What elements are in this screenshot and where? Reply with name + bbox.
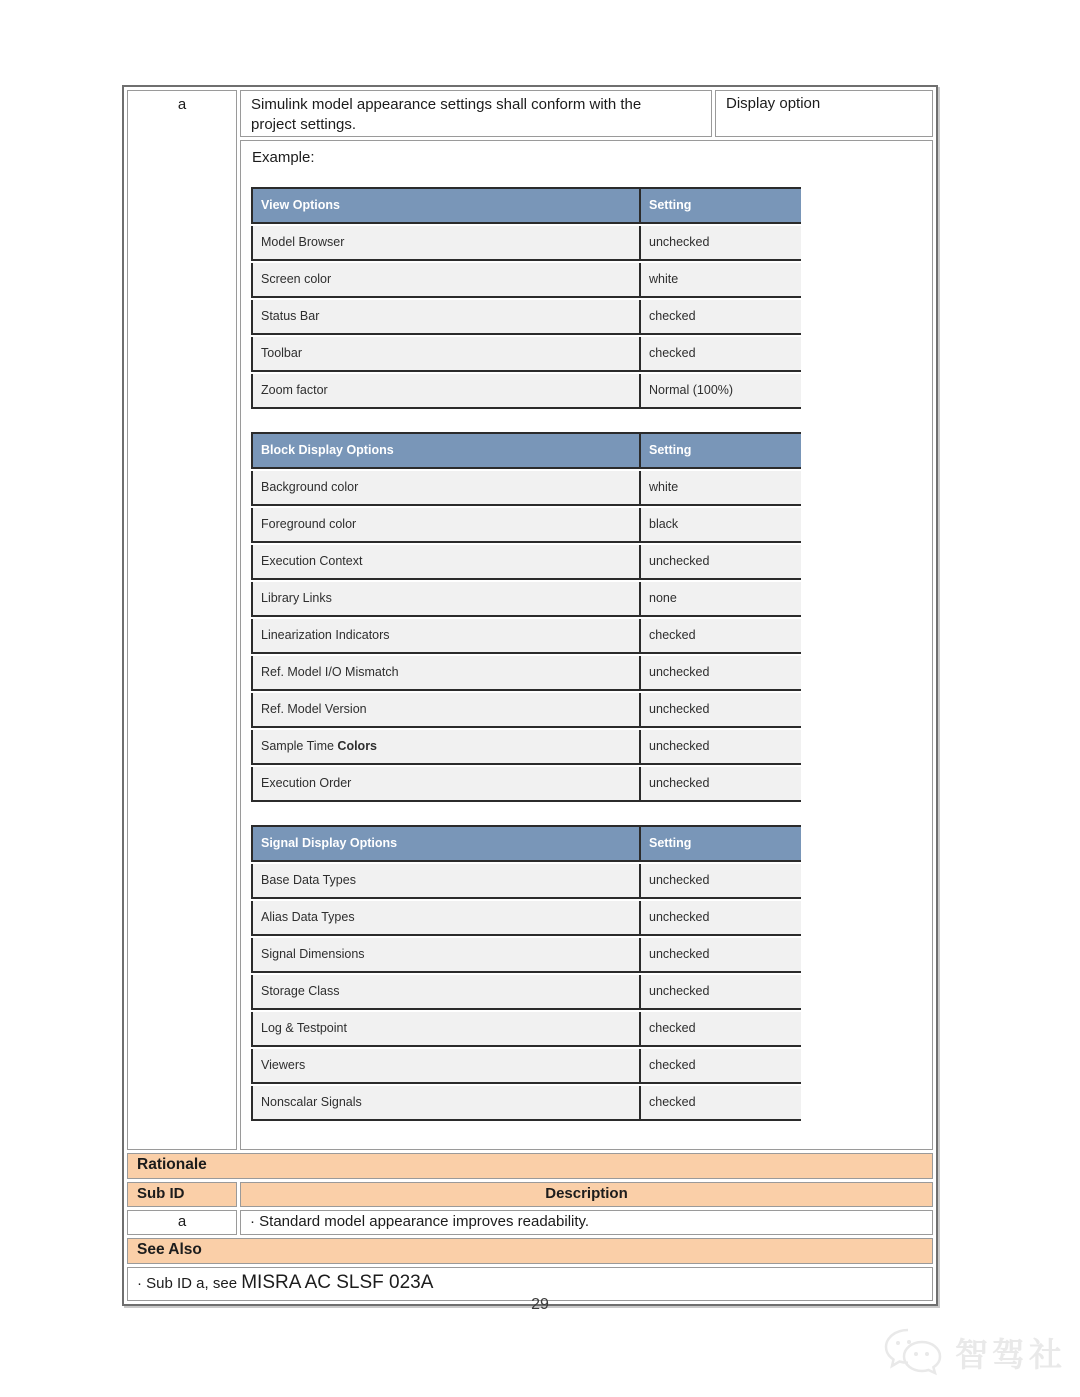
- setting-value-cell: checked: [639, 1012, 801, 1047]
- table-row: [251, 263, 801, 298]
- rationale-row: [127, 1210, 933, 1235]
- setting-value-cell: unchecked: [639, 864, 801, 899]
- watermark: [881, 1326, 1066, 1378]
- wechat-logo-icon: [881, 1326, 945, 1378]
- table-row: [251, 582, 801, 617]
- description-column-header: Description: [240, 1182, 933, 1207]
- sub-id-cell: a: [127, 90, 237, 1150]
- option-name-cell: Viewers: [251, 1049, 639, 1084]
- see-also-header: See Also: [127, 1238, 933, 1264]
- rationale-column-headers: [127, 1182, 933, 1207]
- table-row: [251, 300, 801, 335]
- option-name-cell: Toolbar: [251, 337, 639, 372]
- table-row: [251, 901, 801, 936]
- option-name-cell: Nonscalar Signals: [251, 1086, 639, 1121]
- sub-id-column-header: Sub ID: [127, 1182, 237, 1207]
- table-row: [251, 730, 801, 765]
- requirement-cell: [240, 90, 712, 137]
- table-row: [251, 1012, 801, 1047]
- table-row: [251, 938, 801, 973]
- rule-top-section: [127, 90, 933, 1150]
- modeling-category: Display option: [715, 90, 933, 137]
- table-row: [251, 619, 801, 654]
- option-name-cell: Ref. Model Version: [251, 693, 639, 728]
- table-row: [251, 545, 801, 580]
- block-display-options-table: [251, 430, 801, 804]
- table-header-cell: Block Display Options: [251, 432, 639, 469]
- setting-value-cell: unchecked: [639, 693, 801, 728]
- table-row: [251, 508, 801, 543]
- table-header-cell: Signal Display Options: [251, 825, 639, 862]
- see-also-reference: MISRA AC SLSF 023A: [241, 1272, 434, 1293]
- option-name-cell: Status Bar: [251, 300, 639, 335]
- option-name-cell: Alias Data Types: [251, 901, 639, 936]
- requirement-text: Simulink model appearance settings shall conform with the project settings.: [251, 96, 642, 133]
- setting-value-cell: checked: [639, 619, 801, 654]
- option-name-cell: Storage Class: [251, 975, 639, 1010]
- option-name-cell: Foreground color: [251, 508, 639, 543]
- example-cell: [240, 140, 933, 1150]
- setting-value-cell: unchecked: [639, 767, 801, 802]
- option-name-cell: Base Data Types: [251, 864, 639, 899]
- table-row: [251, 374, 801, 409]
- option-name-cell: Execution Context: [251, 545, 639, 580]
- rationale-header: Rationale: [127, 1153, 933, 1179]
- option-name-cell: Sample Time Colors: [251, 730, 639, 765]
- table-row: [251, 1049, 801, 1084]
- table-row: [251, 337, 801, 372]
- setting-value-cell: unchecked: [639, 656, 801, 691]
- table-row: [251, 471, 801, 506]
- setting-value-cell: checked: [639, 1086, 801, 1121]
- setting-value-cell: checked: [639, 300, 801, 335]
- setting-value-cell: checked: [639, 1049, 801, 1084]
- table-header-cell: Setting: [639, 825, 801, 862]
- table-header-cell: Setting: [639, 432, 801, 469]
- setting-value-cell: unchecked: [639, 938, 801, 973]
- rationale-sub-id: a: [127, 1210, 237, 1235]
- setting-value-cell: checked: [639, 337, 801, 372]
- option-name-cell: Zoom factor: [251, 374, 639, 409]
- example-label: Example:: [252, 149, 315, 166]
- table-row: [251, 656, 801, 691]
- option-name-cell: Screen color: [251, 263, 639, 298]
- setting-value-cell: Normal (100%): [639, 374, 801, 409]
- view-options-table: [251, 185, 801, 411]
- setting-value-cell: white: [639, 263, 801, 298]
- guideline-rule-table: [122, 85, 938, 1306]
- see-also-prefix: · Sub ID a, see: [137, 1275, 242, 1292]
- table-header-row: [251, 432, 801, 469]
- table-row: [251, 864, 801, 899]
- setting-value-cell: unchecked: [639, 975, 801, 1010]
- option-name-cell: Execution Order: [251, 767, 639, 802]
- table-row: [251, 1086, 801, 1121]
- table-row: [251, 226, 801, 261]
- signal-display-options-table: [251, 823, 801, 1123]
- setting-value-cell: unchecked: [639, 545, 801, 580]
- option-name-cell: Model Browser: [251, 226, 639, 261]
- page-number: 29: [531, 1296, 549, 1313]
- option-name-cell: Signal Dimensions: [251, 938, 639, 973]
- table-header-cell: Setting: [639, 187, 801, 224]
- table-header-cell: View Options: [251, 187, 639, 224]
- option-name-cell: Log & Testpoint: [251, 1012, 639, 1047]
- rationale-description: · Standard model appearance improves readability.: [240, 1210, 933, 1235]
- table-row: [251, 767, 801, 802]
- setting-value-cell: unchecked: [639, 901, 801, 936]
- option-name-cell: Library Links: [251, 582, 639, 617]
- setting-value-cell: black: [639, 508, 801, 543]
- setting-value-cell: unchecked: [639, 730, 801, 765]
- table-row: [251, 693, 801, 728]
- table-header-row: [251, 187, 801, 224]
- option-name-cell: Linearization Indicators: [251, 619, 639, 654]
- option-name-cell: Ref. Model I/O Mismatch: [251, 656, 639, 691]
- setting-value-cell: unchecked: [639, 226, 801, 261]
- table-row: [251, 975, 801, 1010]
- option-name-cell: Background color: [251, 471, 639, 506]
- watermark-text: 智驾社: [955, 1335, 1066, 1373]
- setting-value-cell: none: [639, 582, 801, 617]
- setting-value-cell: white: [639, 471, 801, 506]
- table-header-row: [251, 825, 801, 862]
